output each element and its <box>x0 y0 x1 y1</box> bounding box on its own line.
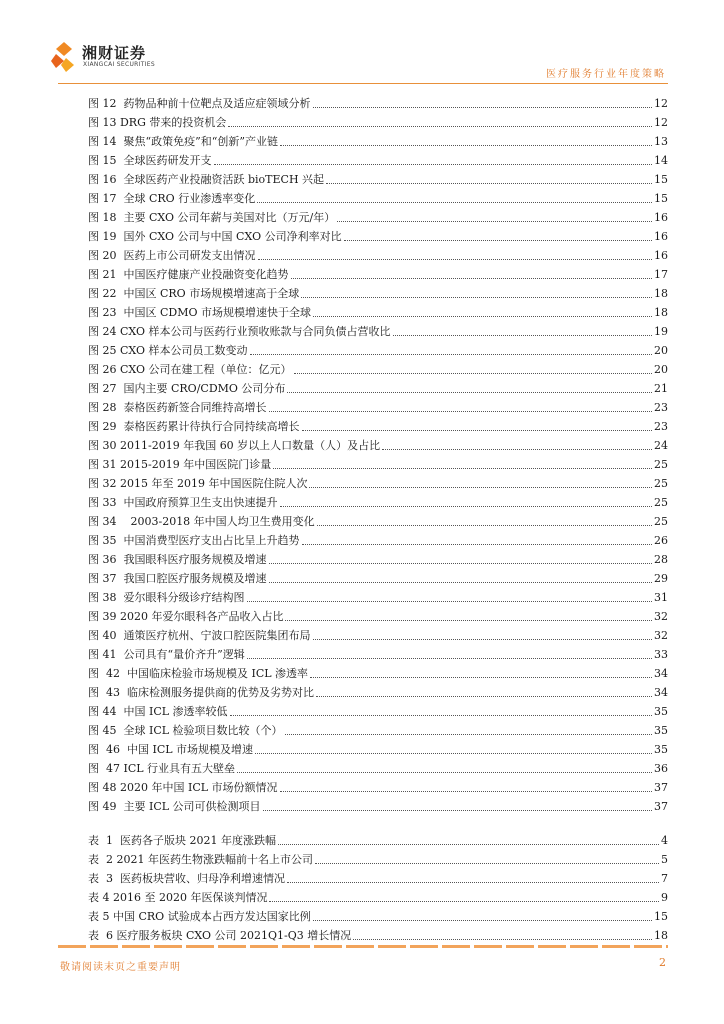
entry-title: 图 41 公司具有“量价齐升”逻辑 <box>88 648 245 661</box>
entry-title: 表 4 2016 至 2020 年医保谈判情况 <box>88 891 268 904</box>
entry-title: 图 42 中国临床检验市场规模及 ICL 渗透率 <box>88 667 309 680</box>
entry-title: 表 2 2021 年医药生物涨跌幅前十名上市公司 <box>88 853 313 866</box>
figure-entry[interactable] <box>88 549 668 567</box>
dot-leader <box>313 920 652 921</box>
logo-mark-icon <box>50 40 78 74</box>
dot-leader <box>301 297 652 298</box>
dot-leader <box>269 901 659 902</box>
entry-page-number: 35 <box>654 724 668 737</box>
dot-leader <box>263 810 652 811</box>
table-entry[interactable] <box>88 925 668 943</box>
dot-leader <box>280 145 652 146</box>
entry-page-number: 5 <box>661 853 668 866</box>
figure-entry[interactable] <box>88 112 668 130</box>
entry-title: 图 28 泰格医药新签合同维持高增长 <box>88 401 267 414</box>
entry-title: 图 49 主要 ICL 公司可供检测项目 <box>88 800 261 813</box>
entry-page-number: 18 <box>654 306 668 319</box>
figure-entry[interactable] <box>88 226 668 244</box>
entry-page-number: 16 <box>654 249 668 262</box>
page-header <box>0 0 724 90</box>
entry-page-number: 12 <box>654 97 668 110</box>
dot-leader <box>269 582 653 583</box>
figure-entry[interactable] <box>88 720 668 738</box>
entry-title: 表 6 医疗服务板块 CXO 公司 2021Q1-Q3 增长情况 <box>88 929 352 942</box>
entry-title: 图 31 2015-2019 年中国医院门诊量 <box>88 458 272 471</box>
entry-title: 图 44 中国 ICL 渗透率较低 <box>88 705 228 718</box>
entry-title: 图 26 CXO 公司在建工程（单位：亿元） <box>88 363 292 376</box>
dot-leader <box>247 601 653 602</box>
entry-page-number: 28 <box>654 553 668 566</box>
entry-page-number: 32 <box>654 610 668 623</box>
entry-page-number: 16 <box>654 230 668 243</box>
figure-entry[interactable] <box>88 606 668 624</box>
figure-entry[interactable] <box>88 530 668 548</box>
dot-leader <box>273 468 652 469</box>
dot-leader <box>257 202 652 203</box>
entry-title: 图 37 我国口腔医疗服务规模及增速 <box>88 572 267 585</box>
dot-leader <box>247 658 652 659</box>
dot-leader <box>285 620 652 621</box>
entry-title: 图 25 CXO 样本公司员工数变动 <box>88 344 248 357</box>
entry-page-number: 19 <box>654 325 668 338</box>
dot-leader <box>237 772 652 773</box>
entry-title: 图 15 全球医药研发开支 <box>88 154 212 167</box>
company-logo <box>50 40 180 74</box>
table-entry[interactable] <box>88 868 668 886</box>
dot-leader <box>294 373 652 374</box>
dot-leader <box>280 791 652 792</box>
entry-page-number: 23 <box>654 401 668 414</box>
dot-leader <box>250 354 652 355</box>
entry-page-number: 25 <box>654 496 668 509</box>
entry-page-number: 24 <box>654 439 668 452</box>
figure-entry[interactable] <box>88 131 668 149</box>
figure-entry[interactable] <box>88 435 668 453</box>
entry-title: 图 32 2015 年至 2019 年中国医院住院人次 <box>88 477 308 490</box>
entry-title: 图 33 中国政府预算卫生支出快速提升 <box>88 496 278 509</box>
figure-entry[interactable] <box>88 511 668 529</box>
entry-page-number: 18 <box>654 929 668 942</box>
entry-title: 图 43 临床检测服务提供商的优势及劣势对比 <box>88 686 314 699</box>
entry-title: 图 16 全球医药产业投融资活跃 bioTECH 兴起 <box>88 173 325 186</box>
figure-entry[interactable] <box>88 378 668 396</box>
entry-page-number: 15 <box>654 910 668 923</box>
entry-page-number: 35 <box>654 705 668 718</box>
disclaimer-note: 敬请阅读末页之重要声明 <box>60 962 181 973</box>
figure-entry[interactable] <box>88 739 668 757</box>
entry-page-number: 37 <box>654 800 668 813</box>
entry-title: 图 36 我国眼科医疗服务规模及增速 <box>88 553 267 566</box>
dot-leader <box>310 677 652 678</box>
figure-entry[interactable] <box>88 758 668 776</box>
entry-page-number: 15 <box>654 192 668 205</box>
dot-leader <box>278 844 659 845</box>
entry-title: 图 21 中国医疗健康产业投融资变化趋势 <box>88 268 289 281</box>
entry-page-number: 23 <box>654 420 668 433</box>
dot-leader <box>228 126 652 127</box>
dot-leader <box>291 278 653 279</box>
figure-entry[interactable] <box>88 492 668 510</box>
entry-page-number: 25 <box>654 477 668 490</box>
entry-page-number: 31 <box>654 591 668 604</box>
entry-page-number: 37 <box>654 781 668 794</box>
figure-entry[interactable] <box>88 264 668 282</box>
entry-title: 表 5 中国 CRO 试验成本占西方发达国家比例 <box>88 910 311 923</box>
entry-page-number: 15 <box>654 173 668 186</box>
figure-entry[interactable] <box>88 245 668 263</box>
dot-leader <box>214 164 653 165</box>
figure-entry[interactable] <box>88 663 668 681</box>
figure-entry[interactable] <box>88 568 668 586</box>
entry-title: 图 39 2020 年爱尔眼科各产品收入占比 <box>88 610 284 623</box>
entry-title: 图 30 2011-2019 年我国 60 岁以上人口数量（人）及占比 <box>88 439 381 452</box>
dot-leader <box>302 430 653 431</box>
footer-divider <box>58 945 668 948</box>
entry-page-number: 33 <box>654 648 668 661</box>
figure-entry[interactable] <box>88 207 668 225</box>
entry-title: 图 40 通策医疗杭州、宁波口腔医院集团布局 <box>88 629 311 642</box>
dot-leader <box>326 183 652 184</box>
entry-title: 图 29 泰格医药累计待执行合同持续高增长 <box>88 420 300 433</box>
figure-entry[interactable] <box>88 644 668 662</box>
entry-title: 图 34 2003-2018 年中国人均卫生费用变化 <box>88 515 315 528</box>
dot-leader <box>313 639 653 640</box>
entry-page-number: 21 <box>654 382 668 395</box>
dot-leader <box>269 563 653 564</box>
entry-page-number: 32 <box>654 629 668 642</box>
figure-entry[interactable] <box>88 93 668 111</box>
figure-entry[interactable] <box>88 169 668 187</box>
dot-leader <box>269 411 653 412</box>
dot-leader <box>344 240 652 241</box>
figure-entry[interactable] <box>88 283 668 301</box>
entry-title: 图 17 全球 CRO 行业渗透率变化 <box>88 192 256 205</box>
figure-entry[interactable] <box>88 796 668 814</box>
entry-title: 图 27 国内主要 CRO/CDMO 公司分布 <box>88 382 286 395</box>
dot-leader <box>313 316 652 317</box>
entry-page-number: 18 <box>654 287 668 300</box>
figure-entry[interactable] <box>88 682 668 700</box>
figure-entry[interactable] <box>88 340 668 358</box>
dot-leader <box>302 544 653 545</box>
entry-title: 表 3 医药板块营收、归母净利增速情况 <box>88 872 285 885</box>
dot-leader <box>285 734 652 735</box>
dot-leader <box>258 259 653 260</box>
entry-page-number: 35 <box>654 743 668 756</box>
entry-page-number: 16 <box>654 211 668 224</box>
entry-title: 表 1 医药各子版块 2021 年度涨跌幅 <box>88 834 276 847</box>
dot-leader <box>230 715 652 716</box>
figure-entry[interactable] <box>88 625 668 643</box>
entry-title: 图 38 爱尔眼科分级诊疗结构图 <box>88 591 245 604</box>
entry-page-number: 26 <box>654 534 668 547</box>
report-category-tag: 医疗服务行业年度策略 <box>546 69 666 80</box>
entry-page-number: 17 <box>654 268 668 281</box>
entry-title: 图 46 中国 ICL 市场规模及增速 <box>88 743 254 756</box>
entry-title: 图 23 中国区 CDMO 市场规模增速快于全球 <box>88 306 311 319</box>
figure-entry[interactable] <box>88 701 668 719</box>
dot-leader <box>315 863 659 864</box>
entry-title: 图 18 主要 CXO 公司年薪与美国对比（万元/年） <box>88 211 336 224</box>
dot-leader <box>313 107 653 108</box>
entry-title: 图 35 中国消费型医疗支出占比呈上升趋势 <box>88 534 300 547</box>
entry-title: 图 19 国外 CXO 公司与中国 CXO 公司净利率对比 <box>88 230 342 243</box>
table-entry[interactable] <box>88 887 668 905</box>
dot-leader <box>337 221 652 222</box>
entry-title: 图 47 ICL 行业具有五大壁垒 <box>88 762 236 775</box>
entry-title: 图 13 DRG 带来的投资机会 <box>88 116 227 129</box>
entry-page-number: 25 <box>654 515 668 528</box>
entry-title: 图 45 全球 ICL 检验项目数比较（个） <box>88 724 283 737</box>
entry-title: 图 12 药物品种前十位靶点及适应症领域分析 <box>88 97 311 110</box>
entry-page-number: 36 <box>654 762 668 775</box>
figure-entry[interactable] <box>88 359 668 377</box>
dot-leader <box>287 882 659 883</box>
figure-entry[interactable] <box>88 150 668 168</box>
entry-page-number: 13 <box>654 135 668 148</box>
figure-entry[interactable] <box>88 777 668 795</box>
figure-entry[interactable] <box>88 473 668 491</box>
entry-title: 图 22 中国区 CRO 市场规模增速高于全球 <box>88 287 300 300</box>
entry-page-number: 34 <box>654 667 668 680</box>
dot-leader <box>317 525 652 526</box>
entry-title: 图 24 CXO 样本公司与医药行业预收账款与合同负债占营收比 <box>88 325 391 338</box>
dot-leader <box>316 696 652 697</box>
header-divider <box>58 83 668 84</box>
dot-leader <box>382 449 652 450</box>
figure-entry[interactable] <box>88 587 668 605</box>
figure-entry[interactable] <box>88 454 668 472</box>
entry-page-number: 29 <box>654 572 668 585</box>
figure-entry[interactable] <box>88 302 668 320</box>
dot-leader <box>393 335 652 336</box>
dot-leader <box>280 506 653 507</box>
entry-page-number: 25 <box>654 458 668 471</box>
entry-page-number: 14 <box>654 154 668 167</box>
dot-leader <box>255 753 652 754</box>
table-entry[interactable] <box>88 906 668 924</box>
figure-entry[interactable] <box>88 416 668 434</box>
figure-entry[interactable] <box>88 188 668 206</box>
entry-title: 图 20 医药上市公司研发支出情况 <box>88 249 256 262</box>
dot-leader <box>353 939 652 940</box>
page-number: 2 <box>659 956 666 969</box>
entry-page-number: 20 <box>654 363 668 376</box>
figure-entry[interactable] <box>88 321 668 339</box>
table-entry[interactable] <box>88 849 668 867</box>
entry-page-number: 7 <box>661 872 668 885</box>
entry-page-number: 9 <box>661 891 668 904</box>
dot-leader <box>287 392 652 393</box>
figure-entry[interactable] <box>88 397 668 415</box>
entry-page-number: 4 <box>661 834 668 847</box>
entry-title: 图 14 聚焦“政策免疫”和“创新”产业链 <box>88 135 278 148</box>
logo-text-en: XIANGCAI SECURITIES <box>83 61 155 68</box>
logo-text-cn: 湘财证券 <box>82 44 147 62</box>
table-entry[interactable] <box>88 830 668 848</box>
entry-page-number: 12 <box>654 116 668 129</box>
dot-leader <box>309 487 652 488</box>
entry-page-number: 34 <box>654 686 668 699</box>
entry-page-number: 20 <box>654 344 668 357</box>
entry-title: 图 48 2020 年中国 ICL 市场份额情况 <box>88 781 278 794</box>
